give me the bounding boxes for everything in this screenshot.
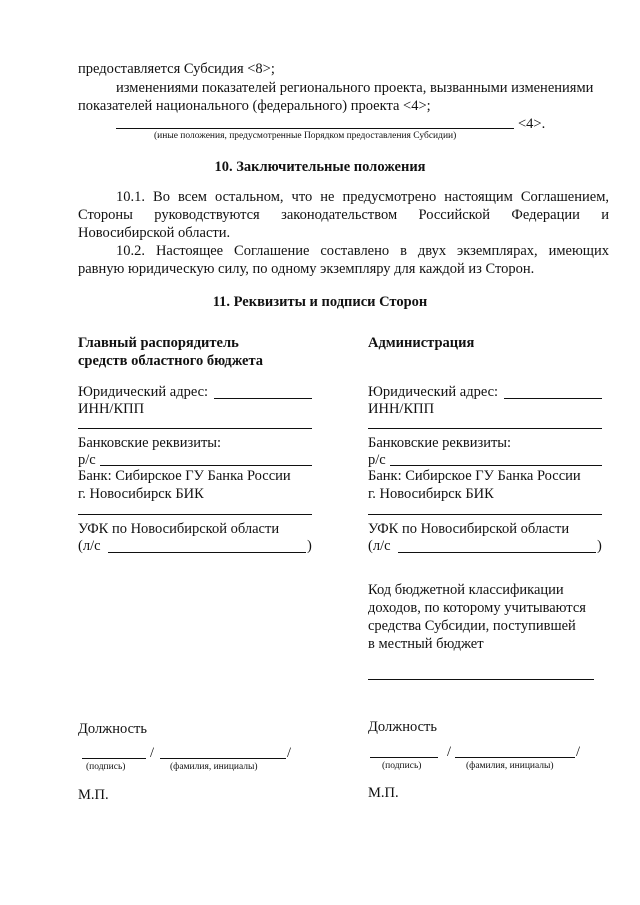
right-signature-line xyxy=(370,757,438,758)
right-seal-label: М.П. xyxy=(368,785,399,801)
left-address-line xyxy=(214,398,312,399)
right-kbk-value-line xyxy=(368,679,594,680)
left-bank-line-2: г. Новосибирск БИК xyxy=(78,486,204,502)
right-inn-label: ИНН/КПП xyxy=(368,401,435,417)
left-rs-line xyxy=(100,465,312,466)
section-10-p1-line3: Новосибирской области. xyxy=(78,225,231,241)
right-ls-close: ) xyxy=(597,538,602,554)
left-slash-1: / xyxy=(150,745,155,761)
left-ls-line xyxy=(108,552,306,553)
other-provisions-line xyxy=(116,128,514,129)
left-bank-line-1: Банк: Сибирское ГУ Банка России xyxy=(78,468,291,484)
section-10-p2-line1: 10.2. Настоящее Соглашение составлено в двух экземплярах, имеющих xyxy=(116,243,609,259)
left-signature-line xyxy=(82,758,146,759)
intro-line-2: изменениями показателей регионального проекта, вызванными изменениями xyxy=(116,80,594,96)
left-name-line xyxy=(160,758,286,759)
intro-line-3: показателей национального (федерального) проекта <4>; xyxy=(78,98,431,114)
right-name-caption: (фамилия, инициалы) xyxy=(466,761,554,771)
left-rs-label: р/с xyxy=(78,452,96,468)
right-slash-1: / xyxy=(447,744,452,760)
left-signature-caption: (подпись) xyxy=(86,762,126,772)
right-bank-line-2: г. Новосибирск БИК xyxy=(368,486,494,502)
section-10-p2-line2: равную юридическую силу, по одному экземпляру для каждой из Сторон. xyxy=(78,261,535,277)
left-bank-req-label: Банковские реквизиты: xyxy=(78,435,222,451)
right-rs-label: р/с xyxy=(368,452,386,468)
right-bank-req-label: Банковские реквизиты: xyxy=(368,435,512,451)
left-heading-1: Главный распорядитель xyxy=(78,335,239,351)
right-signature-caption: (подпись) xyxy=(382,761,422,771)
section-10-p1-line1: 10.1. Во всем остальном, что не предусмотрено настоящим Соглашением, xyxy=(116,189,609,205)
right-ufk-label: УФК по Новосибирской области xyxy=(368,521,570,537)
left-bik-line xyxy=(78,514,312,515)
intro-line-1: предоставляется Субсидия <8>; xyxy=(78,61,275,77)
left-ufk-label: УФК по Новосибирской области xyxy=(78,521,280,537)
right-ls-open: (л/с xyxy=(368,538,391,554)
right-kbk-line-3: средства Субсидии, поступившей xyxy=(368,618,576,634)
left-position-label: Должность xyxy=(78,721,147,737)
left-seal-label: М.П. xyxy=(78,787,109,803)
right-kbk-line-2: доходов, по которому учитываются xyxy=(368,600,586,616)
intro-line-4-end: <4>. xyxy=(518,116,546,132)
right-kbk-line-4: в местный бюджет xyxy=(368,636,484,652)
section-10-title: 10. Заключительные положения xyxy=(214,159,426,175)
right-rs-line xyxy=(390,465,602,466)
right-bik-line xyxy=(368,514,602,515)
left-name-caption: (фамилия, инициалы) xyxy=(170,762,258,772)
right-slash-2: / xyxy=(576,744,581,760)
left-inn-label: ИНН/КПП xyxy=(78,401,145,417)
left-ls-open: (л/с xyxy=(78,538,101,554)
left-heading-2: средств областного бюджета xyxy=(78,353,264,369)
right-kbk-line-1: Код бюджетной классификации xyxy=(368,582,564,598)
right-name-line xyxy=(455,757,575,758)
right-bank-line-1: Банк: Сибирское ГУ Банка России xyxy=(368,468,581,484)
section-10-p1-line2: Стороны руководствуются законодательством Российской Федерации и xyxy=(78,207,609,223)
right-ls-line xyxy=(398,552,596,553)
right-inn-line xyxy=(368,428,602,429)
left-ls-close: ) xyxy=(307,538,312,554)
right-position-label: Должность xyxy=(368,719,437,735)
right-heading: Администрация xyxy=(368,335,475,351)
right-address-line xyxy=(504,398,602,399)
right-address-label: Юридический адрес: xyxy=(368,384,499,400)
other-provisions-caption: (иные положения, предусмотренные Порядком предоставления Субсидии) xyxy=(154,131,457,141)
left-slash-2: / xyxy=(287,745,292,761)
left-address-label: Юридический адрес: xyxy=(78,384,209,400)
left-inn-line xyxy=(78,428,312,429)
section-11-title: 11. Реквизиты и подписи Сторон xyxy=(212,294,428,310)
